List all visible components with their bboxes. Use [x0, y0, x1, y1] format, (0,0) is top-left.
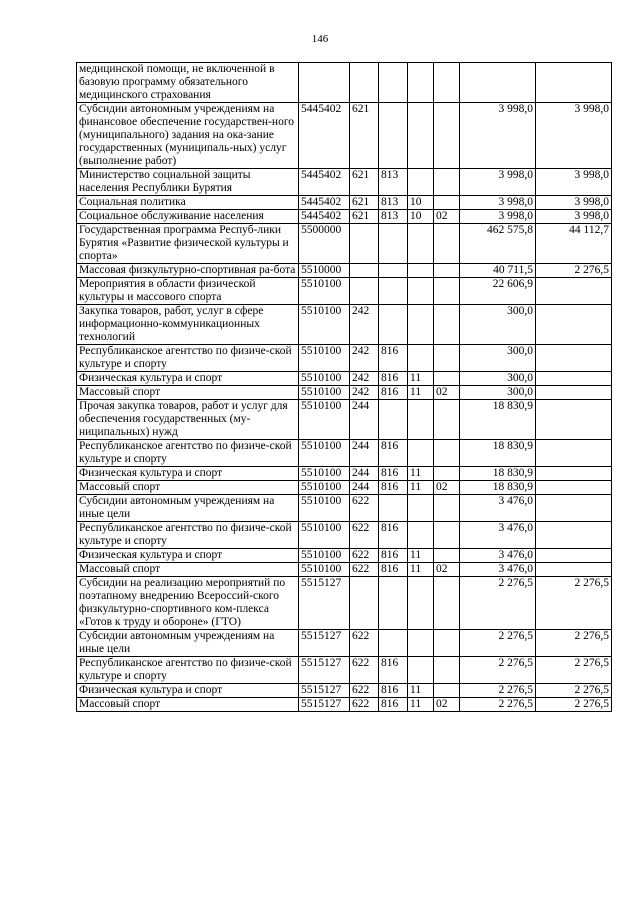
expense-type-cell [350, 577, 379, 630]
target-article-cell [299, 63, 350, 103]
expense-type-cell: 622 [350, 549, 379, 563]
amount-total-cell: 3 998,0 [460, 169, 536, 196]
amount-federal-cell [536, 345, 612, 372]
amount-total-cell: 2 276,5 [460, 577, 536, 630]
expense-type-cell: 621 [350, 196, 379, 210]
row-name-cell: Массовый спорт [77, 563, 299, 577]
table-row [77, 210, 612, 224]
table-row [77, 169, 612, 196]
section-cell: 11 [408, 698, 434, 712]
subsection-cell [434, 224, 460, 264]
administrator-cell: 813 [379, 196, 408, 210]
subsection-cell [434, 467, 460, 481]
expense-type-cell [350, 224, 379, 264]
administrator-cell: 816 [379, 372, 408, 386]
table-row [77, 103, 612, 169]
subsection-cell [434, 522, 460, 549]
target-article-cell: 5510100 [299, 481, 350, 495]
subsection-cell [434, 103, 460, 169]
amount-federal-cell [536, 400, 612, 440]
section-cell [408, 630, 434, 657]
budget-table [76, 62, 612, 712]
subsection-cell [434, 196, 460, 210]
section-cell: 11 [408, 684, 434, 698]
table-row [77, 467, 612, 481]
administrator-cell [379, 630, 408, 657]
amount-federal-cell: 3 998,0 [536, 196, 612, 210]
row-name-cell: Субсидии автономным учреждениям на иные цели [77, 495, 299, 522]
expense-type-cell: 621 [350, 210, 379, 224]
expense-type-cell: 622 [350, 684, 379, 698]
row-name-cell: Физическая культура и спорт [77, 684, 299, 698]
target-article-cell: 5445402 [299, 196, 350, 210]
table-row [77, 278, 612, 305]
amount-total-cell: 300,0 [460, 372, 536, 386]
table-row [77, 630, 612, 657]
amount-federal-cell [536, 63, 612, 103]
section-cell [408, 400, 434, 440]
table-row [77, 264, 612, 278]
row-name-cell: Республиканское агентство по физиче-ской культуре и спорту [77, 522, 299, 549]
administrator-cell [379, 305, 408, 345]
administrator-cell [379, 278, 408, 305]
amount-federal-cell: 2 276,5 [536, 630, 612, 657]
table-row [77, 549, 612, 563]
section-cell: 11 [408, 481, 434, 495]
amount-federal-cell [536, 305, 612, 345]
row-name-cell: Мероприятия в области физической культуры и массового спорта [77, 278, 299, 305]
target-article-cell: 5510100 [299, 278, 350, 305]
expense-type-cell: 242 [350, 345, 379, 372]
row-name-cell: Республиканское агентство по физиче-ской культуре и спорту [77, 345, 299, 372]
administrator-cell: 816 [379, 345, 408, 372]
target-article-cell: 5510100 [299, 549, 350, 563]
target-article-cell: 5510100 [299, 563, 350, 577]
amount-federal-cell [536, 495, 612, 522]
administrator-cell: 816 [379, 467, 408, 481]
row-name-cell: Социальная политика [77, 196, 299, 210]
table-row [77, 305, 612, 345]
subsection-cell [434, 577, 460, 630]
target-article-cell: 5515127 [299, 698, 350, 712]
table-body [77, 63, 612, 712]
target-article-cell: 5515127 [299, 684, 350, 698]
table-row [77, 495, 612, 522]
row-name-cell: Республиканское агентство по физиче-ской культуре и спорту [77, 657, 299, 684]
section-cell [408, 495, 434, 522]
amount-total-cell: 22 606,9 [460, 278, 536, 305]
administrator-cell [379, 495, 408, 522]
row-name-cell: медицинской помощи, не включенной в базовую программу обязательного медицинского страхования [77, 63, 299, 103]
expense-type-cell [350, 264, 379, 278]
subsection-cell [434, 169, 460, 196]
section-cell [408, 264, 434, 278]
amount-federal-cell: 2 276,5 [536, 657, 612, 684]
expense-type-cell: 244 [350, 440, 379, 467]
target-article-cell: 5515127 [299, 657, 350, 684]
amount-federal-cell [536, 563, 612, 577]
target-article-cell: 5445402 [299, 210, 350, 224]
amount-federal-cell [536, 386, 612, 400]
row-name-cell: Массовая физкультурно-спортивная ра-бота [77, 264, 299, 278]
expense-type-cell: 244 [350, 400, 379, 440]
amount-federal-cell: 2 276,5 [536, 264, 612, 278]
administrator-cell [379, 224, 408, 264]
target-article-cell: 5500000 [299, 224, 350, 264]
amount-federal-cell [536, 372, 612, 386]
row-name-cell: Закупка товаров, работ, услуг в сфере информационно-коммуникационных технологий [77, 305, 299, 345]
amount-total-cell: 2 276,5 [460, 684, 536, 698]
table-row [77, 63, 612, 103]
row-name-cell: Массовый спорт [77, 481, 299, 495]
administrator-cell [379, 577, 408, 630]
section-cell [408, 345, 434, 372]
subsection-cell: 02 [434, 698, 460, 712]
target-article-cell: 5510100 [299, 372, 350, 386]
page-number: 146 [311, 33, 329, 45]
subsection-cell [434, 345, 460, 372]
target-article-cell: 5445402 [299, 169, 350, 196]
table-row [77, 563, 612, 577]
amount-federal-cell [536, 481, 612, 495]
administrator-cell: 816 [379, 563, 408, 577]
row-name-cell: Республиканское агентство по физиче-ской культуре и спорту [77, 440, 299, 467]
administrator-cell: 816 [379, 684, 408, 698]
table-row [77, 345, 612, 372]
table-row [77, 224, 612, 264]
row-name-cell: Массовый спорт [77, 698, 299, 712]
expense-type-cell: 242 [350, 305, 379, 345]
subsection-cell [434, 63, 460, 103]
row-name-cell: Субсидии на реализацию мероприятий по поэтапному внедрению Всероссий-ского физкультурно-спортивного ком-плекса «Готов к труду и обороне» (ГТО) [77, 577, 299, 630]
administrator-cell: 816 [379, 549, 408, 563]
table-row [77, 400, 612, 440]
expense-type-cell: 242 [350, 372, 379, 386]
table-row [77, 698, 612, 712]
amount-federal-cell: 2 276,5 [536, 698, 612, 712]
row-name-cell: Физическая культура и спорт [77, 372, 299, 386]
target-article-cell: 5510100 [299, 386, 350, 400]
administrator-cell: 813 [379, 210, 408, 224]
table-row [77, 481, 612, 495]
amount-federal-cell [536, 440, 612, 467]
subsection-cell [434, 657, 460, 684]
section-cell: 10 [408, 196, 434, 210]
amount-total-cell: 2 276,5 [460, 630, 536, 657]
amount-total-cell: 300,0 [460, 345, 536, 372]
section-cell [408, 440, 434, 467]
section-cell [408, 224, 434, 264]
amount-federal-cell [536, 549, 612, 563]
expense-type-cell [350, 63, 379, 103]
amount-total-cell: 300,0 [460, 305, 536, 345]
amount-federal-cell: 44 112,7 [536, 224, 612, 264]
section-cell: 11 [408, 386, 434, 400]
target-article-cell: 5510100 [299, 345, 350, 372]
administrator-cell: 816 [379, 698, 408, 712]
amount-total-cell: 3 476,0 [460, 563, 536, 577]
administrator-cell [379, 103, 408, 169]
amount-total-cell: 2 276,5 [460, 657, 536, 684]
amount-total-cell: 3 476,0 [460, 495, 536, 522]
amount-total-cell: 3 998,0 [460, 210, 536, 224]
row-name-cell: Прочая закупка товаров, работ и услуг для обеспечения государственных (му-ниципальных) нужд [77, 400, 299, 440]
target-article-cell: 5515127 [299, 577, 350, 630]
target-article-cell: 5445402 [299, 103, 350, 169]
table-row [77, 522, 612, 549]
amount-total-cell: 40 711,5 [460, 264, 536, 278]
table-row [77, 440, 612, 467]
section-cell [408, 63, 434, 103]
subsection-cell [434, 264, 460, 278]
expense-type-cell: 622 [350, 698, 379, 712]
expense-type-cell: 242 [350, 386, 379, 400]
row-name-cell: Субсидии автономным учреждениям на финансовое обеспечение государствен-ного (муниципального) задания на ока-зание государственных (муниципаль-ных) услуг (выполнение работ) [77, 103, 299, 169]
amount-federal-cell [536, 522, 612, 549]
subsection-cell [434, 684, 460, 698]
amount-federal-cell: 3 998,0 [536, 103, 612, 169]
section-cell: 11 [408, 563, 434, 577]
expense-type-cell: 621 [350, 103, 379, 169]
expense-type-cell: 244 [350, 481, 379, 495]
table-row [77, 684, 612, 698]
subsection-cell [434, 440, 460, 467]
amount-total-cell: 3 476,0 [460, 522, 536, 549]
administrator-cell [379, 400, 408, 440]
target-article-cell: 5510100 [299, 400, 350, 440]
subsection-cell [434, 495, 460, 522]
amount-total-cell: 3 998,0 [460, 196, 536, 210]
section-cell: 11 [408, 549, 434, 563]
subsection-cell [434, 305, 460, 345]
amount-total-cell: 18 830,9 [460, 440, 536, 467]
subsection-cell [434, 278, 460, 305]
section-cell [408, 522, 434, 549]
row-name-cell: Министерство социальной защиты населения Республики Бурятия [77, 169, 299, 196]
amount-total-cell: 18 830,9 [460, 400, 536, 440]
section-cell [408, 278, 434, 305]
amount-total-cell: 3 998,0 [460, 103, 536, 169]
table-row [77, 196, 612, 210]
expense-type-cell: 622 [350, 495, 379, 522]
target-article-cell: 5515127 [299, 630, 350, 657]
section-cell: 11 [408, 467, 434, 481]
amount-federal-cell: 3 998,0 [536, 169, 612, 196]
subsection-cell [434, 400, 460, 440]
amount-federal-cell [536, 467, 612, 481]
amount-federal-cell: 3 998,0 [536, 210, 612, 224]
expense-type-cell: 622 [350, 563, 379, 577]
row-name-cell: Социальное обслуживание населения [77, 210, 299, 224]
amount-total-cell: 2 276,5 [460, 698, 536, 712]
target-article-cell: 5510100 [299, 305, 350, 345]
expense-type-cell: 622 [350, 657, 379, 684]
amount-federal-cell [536, 278, 612, 305]
target-article-cell: 5510100 [299, 467, 350, 481]
section-cell [408, 103, 434, 169]
expense-type-cell: 622 [350, 630, 379, 657]
row-name-cell: Физическая культура и спорт [77, 549, 299, 563]
administrator-cell: 816 [379, 481, 408, 495]
administrator-cell [379, 63, 408, 103]
section-cell [408, 577, 434, 630]
section-cell [408, 657, 434, 684]
administrator-cell: 816 [379, 522, 408, 549]
subsection-cell [434, 372, 460, 386]
amount-total-cell: 300,0 [460, 386, 536, 400]
target-article-cell: 5510100 [299, 495, 350, 522]
table-row [77, 657, 612, 684]
expense-type-cell: 244 [350, 467, 379, 481]
amount-total-cell: 462 575,8 [460, 224, 536, 264]
amount-federal-cell: 2 276,5 [536, 577, 612, 630]
amount-federal-cell: 2 276,5 [536, 684, 612, 698]
subsection-cell [434, 630, 460, 657]
target-article-cell: 5510100 [299, 522, 350, 549]
subsection-cell: 02 [434, 386, 460, 400]
table-row [77, 577, 612, 630]
target-article-cell: 5510000 [299, 264, 350, 278]
row-name-cell: Физическая культура и спорт [77, 467, 299, 481]
expense-type-cell [350, 278, 379, 305]
administrator-cell [379, 264, 408, 278]
amount-total-cell: 3 476,0 [460, 549, 536, 563]
expense-type-cell: 622 [350, 522, 379, 549]
subsection-cell: 02 [434, 210, 460, 224]
subsection-cell: 02 [434, 481, 460, 495]
amount-total-cell [460, 63, 536, 103]
target-article-cell: 5510100 [299, 440, 350, 467]
administrator-cell: 813 [379, 169, 408, 196]
administrator-cell: 816 [379, 386, 408, 400]
administrator-cell: 816 [379, 440, 408, 467]
section-cell: 10 [408, 210, 434, 224]
amount-total-cell: 18 830,9 [460, 467, 536, 481]
section-cell: 11 [408, 372, 434, 386]
subsection-cell [434, 549, 460, 563]
table-row [77, 386, 612, 400]
expense-type-cell: 621 [350, 169, 379, 196]
row-name-cell: Государственная программа Респуб-лики Бурятия «Развитие физической культуры и спорта» [77, 224, 299, 264]
table-row [77, 372, 612, 386]
row-name-cell: Массовый спорт [77, 386, 299, 400]
section-cell [408, 169, 434, 196]
administrator-cell: 816 [379, 657, 408, 684]
amount-total-cell: 18 830,9 [460, 481, 536, 495]
section-cell [408, 305, 434, 345]
row-name-cell: Субсидии автономным учреждениям на иные цели [77, 630, 299, 657]
subsection-cell: 02 [434, 563, 460, 577]
